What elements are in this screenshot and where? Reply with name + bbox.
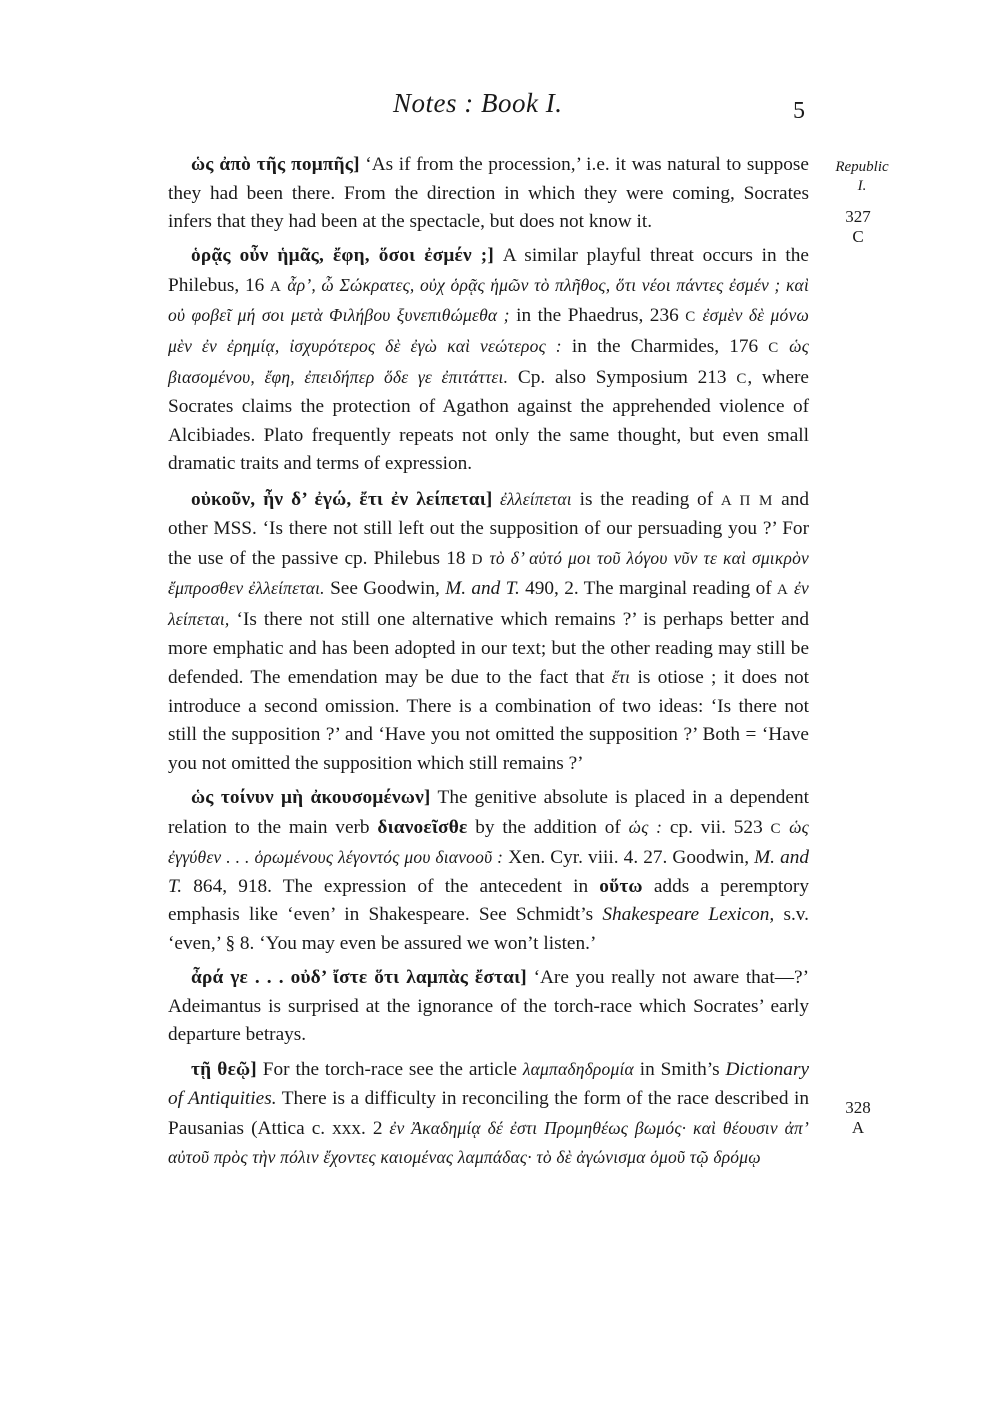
- section-letter: A: [270, 278, 282, 295]
- greek-word: διανοεῖσθε: [377, 816, 468, 838]
- manuscript-sigla: A: [777, 582, 789, 599]
- note-text: in the Charmides, 176: [561, 336, 769, 358]
- note-lemma: ἆρά γε . . . οὐδ’ ἴστε ὅτι λαμπὰς ἔσται]: [191, 967, 527, 989]
- note-text: ‘As if from the procession,’ i.e. it was natural to suppose they had been there. From the direction in which they were coming, Socrates infers that they had been at the spectacle, but does not know it.: [168, 154, 809, 233]
- greek-quote: ὡς βιασομένου, ἔφη, ἐπειδήπερ ὅδε γε ἐπιτάττει.: [168, 336, 809, 387]
- note-paragraph: [168, 151, 809, 237]
- note-text: A similar playful threat occurs in the Philebus, 16: [168, 245, 809, 296]
- greek-word: ἔτι: [611, 667, 631, 688]
- greek-word: λαμπαδηδρομία: [522, 1059, 634, 1080]
- running-title: Notes : Book I.: [393, 88, 563, 118]
- greek-word: ὡς :: [628, 816, 663, 837]
- note-paragraph: [168, 485, 809, 779]
- book-title: M. and T.: [168, 847, 810, 897]
- note-text: The genitive absolute is placed in a dependent relation to the main verb: [168, 786, 809, 838]
- greek-quote: ἐν Ἀκαδημίᾳ δέ ἐστι Προμηθέως βωμός· καὶ θέουσιν ἀπ’ αὐτοῦ πρὸς τὴν πόλιν ἔχοντες καιομένας λαμπάδας· τὸ δὲ ἀγώνισμα ὁμοῦ τῷ δρόμῳ: [168, 1117, 809, 1168]
- greek-quote: ἐσμὲν δὲ μόνω μὲν ἐν ἐρημίᾳ, ἰσχυρότερος δὲ ἐγὼ καὶ νεώτερος :: [168, 305, 810, 357]
- notes-body: [168, 151, 809, 1178]
- note-text: 490, 2. The marginal reading of: [519, 578, 778, 600]
- greek-quote: ἐν λείπεται,: [168, 578, 810, 629]
- note-text: There is a difficulty in reconciling the form of the race described in Pausanias (Attica c. xxx. 2: [168, 1087, 809, 1139]
- book-title: Dictionary of Antiquities.: [168, 1059, 810, 1109]
- greek-quote: ὡς ἐγγύθεν . . . ὁρωμένους λέγοντός μου διανοοῦ :: [168, 816, 809, 868]
- margin-ref-number: 328: [845, 1098, 871, 1117]
- margin-republic-book: I.: [857, 178, 867, 194]
- greek-quote: τὸ δ’ αὐτό μοι τοῦ λόγου νῦν τε καὶ σμικρὸν ἔμπροσθεν ἐλλείπεται.: [168, 547, 809, 599]
- greek-word: οὕτω: [599, 875, 643, 897]
- note-paragraph: [168, 242, 809, 479]
- note-lemma: οὐκοῦν, ἦν δ’ ἐγώ, ἔτι ἐν λείπεται]: [191, 488, 493, 510]
- note-paragraph: [168, 1055, 809, 1172]
- manuscript-sigla: A Π M: [720, 492, 774, 509]
- note-text: and other MSS. ‘Is there not still left out the supposition of our persuading you ?’ For the use of the passive cp. Philebus 18: [168, 488, 809, 569]
- margin-ref-number: 327: [845, 207, 871, 226]
- note-text: ‘Are you really not aware that—?’ Adeimantus is surprised at the ignorance of the torch-race which Socrates’ early departure betrays.: [168, 967, 809, 1046]
- margin-ref-327c: [836, 207, 880, 247]
- note-text: 864, 918. The expression of the antecedent in: [182, 875, 600, 897]
- note-lemma: τῇ θεῷ]: [191, 1059, 257, 1081]
- greek-quote: ἐλλείπεται: [492, 488, 572, 509]
- note-text: Cp. also Symposium 213: [508, 366, 737, 388]
- greek-quote: ἆρ’, ὦ Σώκρατες, οὐχ ὁρᾷς ἡμῶν τὸ πλῆθος, ὅτι νέοι πάντες ἐσμέν ; καὶ οὐ φοβεῖ μή σοι μετὰ Φιλήβου ξυνεπιθώμεθα ;: [168, 274, 810, 326]
- note-text: by the addition of: [467, 816, 629, 838]
- page-header: [0, 88, 1000, 128]
- note-text: , where Socrates claims the protection of Agathon against the apprehended violence of Alcibiades. Plato frequently repeats not only the same thought, but even small dramatic traits and terms of expression.: [168, 366, 809, 475]
- note-text: is otiose ; it does not introduce a second omission. There is a combination of two ideas: ‘Is there not still the supposition ?’ and ‘Have you not omitted the supposition ?’ Both = ‘Have you not omitted the supposition which still remains ?’: [168, 667, 809, 774]
- margin-republic-title: Republic: [835, 159, 889, 175]
- note-text: adds a peremptory emphasis like ‘even’ in Shakespeare. See Schmidt’s: [168, 875, 809, 926]
- book-title: M. and T.: [445, 578, 520, 600]
- section-letter: D: [471, 551, 484, 568]
- note-lemma: ὁρᾷς οὖν ἡμᾶς, ἔφη, ὅσοι ἐσμέν ;]: [191, 245, 494, 267]
- margin-ref-letter: A: [851, 1118, 865, 1137]
- margin-republic-label: [824, 158, 900, 196]
- note-lemma: ὡς ἀπὸ τῆς πομπῆς]: [191, 154, 360, 175]
- note-text: in Smith’s: [633, 1059, 726, 1081]
- section-letter: C: [770, 820, 782, 837]
- section-letter: C: [768, 340, 780, 357]
- note-text: For the torch-race see the article: [256, 1059, 523, 1081]
- note-lemma: ὡς τοίνυν μὴ ἀκουσομένων]: [191, 786, 431, 808]
- note-text: s.v. ‘even,’ § 8. ‘You may even be assured we won’t listen.’: [168, 904, 809, 954]
- note-text: in the Phaedrus, 236: [509, 305, 686, 327]
- section-letter: C: [736, 370, 748, 387]
- note-text: cp. vii. 523: [662, 816, 771, 838]
- note-paragraph: [168, 964, 809, 1050]
- section-letter: C: [685, 309, 697, 326]
- note-paragraph: [168, 784, 809, 959]
- note-text: is the reading of: [571, 488, 721, 510]
- margin-ref-328a: [836, 1098, 880, 1138]
- page-number: 5: [793, 98, 805, 124]
- book-title: Shakespeare Lexicon,: [602, 904, 775, 926]
- note-text: Xen. Cyr. viii. 4. 27. Goodwin,: [503, 847, 755, 869]
- margin-ref-letter: C: [852, 227, 864, 246]
- note-text: See Goodwin,: [324, 578, 446, 600]
- note-text: ‘Is there not still one alternative which remains ?’ is perhaps better and more emphatic and has been adopted in our text; but the other reading may still be defended. The emendation may be due to the fact that: [168, 608, 809, 689]
